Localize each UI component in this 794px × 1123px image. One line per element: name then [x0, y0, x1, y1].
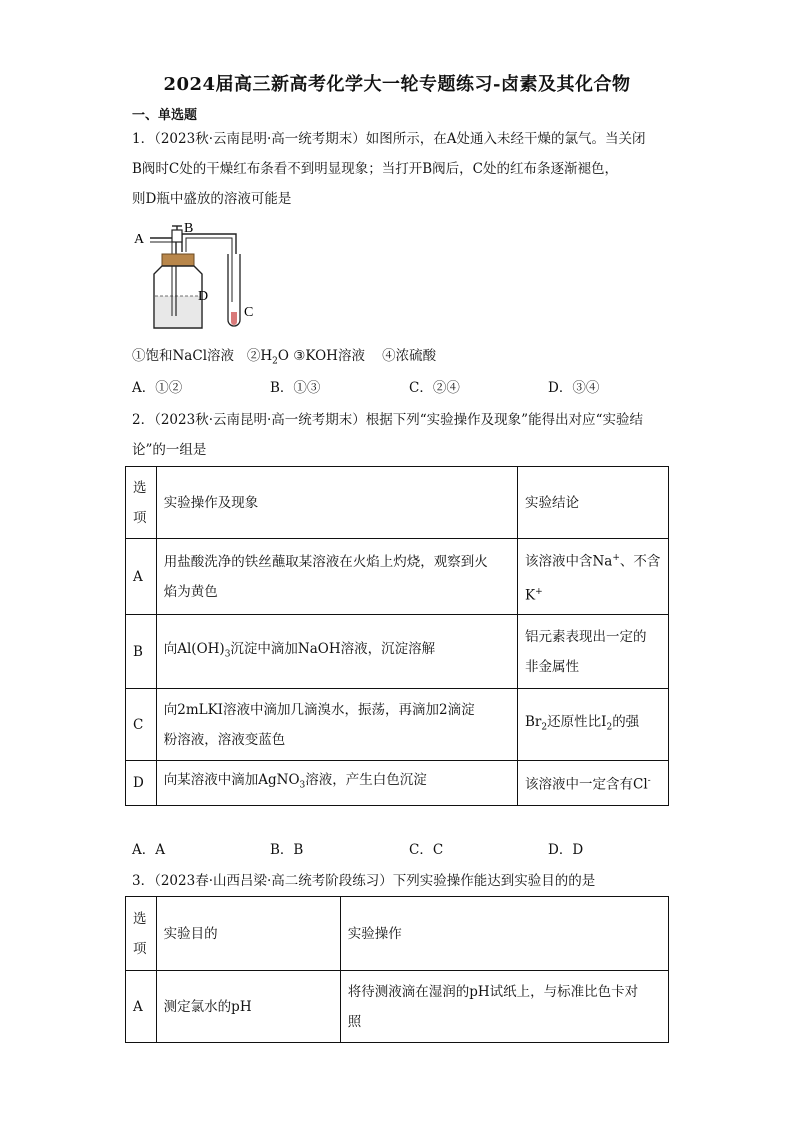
row-operation: 将待测液滴在湿润的pH试纸上，与标准比色卡对 照 [340, 971, 668, 1043]
question-2-line-2: 论”的一组是 [132, 442, 207, 458]
item-1: ①饱和NaCl溶液 [132, 348, 235, 364]
q1-choice-d[interactable]: D．③④ [548, 380, 600, 396]
row-conclusion: 该溶液中一定含有Cl- [518, 761, 669, 806]
header-conclusion: 实验结论 [518, 467, 669, 539]
question-3-table [125, 896, 669, 1043]
question-2-line-1: 2．（2023秋·云南昆明·高一统考期末）根据下列“实验操作及现象”能得出对应“实验结 [132, 412, 643, 428]
question-1-items [132, 344, 436, 367]
label-b: B [184, 222, 194, 236]
row-conclusion: $Br_2$还原性比$I_2$的强 [518, 689, 669, 761]
header-option: 选 项 [126, 467, 157, 539]
question-1-line-1: 1．（2023秋·云南昆明·高一统考期末）如图所示，在A处通入未经干燥的氯气。当关闭 [132, 131, 646, 147]
table-header-row [126, 467, 669, 539]
page-title: 2024届高三新高考化学大一轮专题练习-卤素及其化合物 [163, 74, 631, 95]
header-operation: 实验操作 [340, 897, 668, 971]
header-operation: 实验操作及现象 [156, 467, 517, 539]
question-3-stem [132, 866, 672, 896]
row-option: A [126, 539, 157, 615]
table-row [126, 971, 669, 1043]
question-1-stem [132, 124, 672, 214]
header-goal: 实验目的 [156, 897, 340, 971]
q2-choice-c[interactable]: C．C [409, 842, 444, 858]
row-operation: 向某溶液中滴加AgNO$_3$溶液，产生白色沉淀 [156, 761, 517, 806]
q2-choice-a[interactable]: A．A [132, 842, 165, 858]
item-4: ④浓硫酸 [382, 348, 437, 364]
q1-choice-a[interactable]: A．①② [132, 380, 183, 396]
red-cloth-strip [231, 312, 237, 325]
row-option: C [126, 689, 157, 761]
question-3-line-1: 3．（2023春·山西吕梁·高二统考阶段练习）下列实验操作能达到实验目的的是 [132, 873, 596, 889]
row-operation: 向$Al(OH)_3$沉淀中滴加NaOH溶液，沉淀溶解 [156, 615, 517, 689]
header-option: 选 项 [126, 897, 157, 971]
row-option: A [126, 971, 157, 1043]
table-row [126, 615, 669, 689]
table-row [126, 689, 669, 761]
question-1-line-2: B阀时C处的干燥红布条看不到明显现象；当打开B阀后，C处的红布条逐渐褪色， [132, 161, 618, 177]
row-goal: 测定氯水的pH [156, 971, 340, 1043]
row-operation: 向2mLKI溶液中滴加几滴溴水，振荡，再滴加2滴淀 粉溶液，溶液变蓝色 [156, 689, 517, 761]
table-row [126, 539, 669, 615]
q2-choice-d[interactable]: D．D [548, 842, 584, 858]
q2-choice-b[interactable]: B．B [270, 842, 304, 858]
question-1-choices [132, 376, 672, 400]
row-option: B [126, 615, 157, 689]
q1-choice-b[interactable]: B．①③ [270, 380, 321, 396]
q1-choice-c[interactable]: C．②④ [409, 380, 460, 396]
table-row [126, 761, 669, 806]
question-2-stem [132, 405, 672, 465]
row-conclusion: 该溶液中含Na+、不含 K+ [518, 539, 669, 615]
question-2-table [125, 466, 669, 806]
valve-b [172, 230, 182, 242]
bottle-stopper [162, 254, 194, 266]
row-conclusion: 铝元素表现出一定的 非金属性 [518, 615, 669, 689]
row-operation: 用盐酸洗净的铁丝蘸取某溶液在火焰上灼烧，观察到火 焰为黄色 [156, 539, 517, 615]
question-1-line-3: 则D瓶中盛放的溶液可能是 [132, 191, 292, 207]
bottle-liquid [155, 296, 201, 327]
section-heading: 一、单选题 [132, 108, 198, 123]
item-2: $②H_2O$ [246, 348, 289, 367]
label-c: C [244, 305, 254, 320]
row-option: D [126, 761, 157, 806]
tube-outlet-inner [186, 238, 232, 254]
item-3: ③KOH溶液 [293, 348, 365, 364]
label-a: A [134, 232, 145, 247]
table-header-row [126, 897, 669, 971]
gas-washing-apparatus-diagram [132, 222, 272, 334]
label-d: D [198, 289, 209, 304]
question-2-choices [132, 838, 672, 862]
tube-outlet [182, 234, 236, 254]
